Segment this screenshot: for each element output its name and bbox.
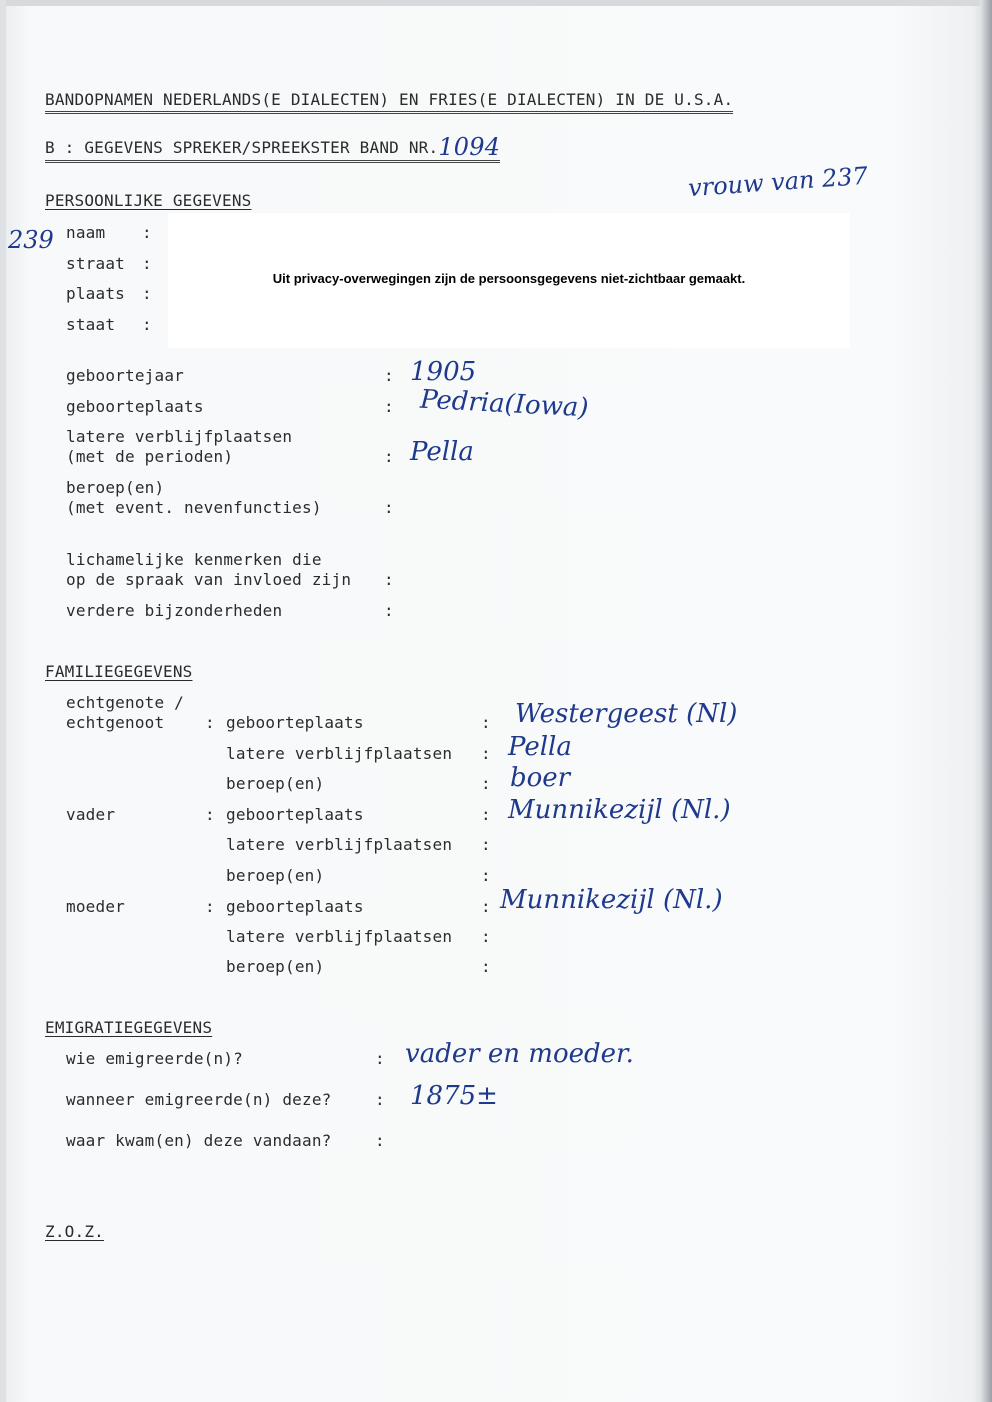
colon: :: [375, 1049, 385, 1068]
who-emigrated-label: wie emigreerde(n)?: [66, 1049, 243, 1068]
field-plaats: plaats: [66, 284, 125, 303]
colon: :: [142, 254, 152, 273]
colon: :: [384, 601, 394, 620]
father-residences-label: latere verblijfplaatsen: [226, 835, 453, 854]
mother-birthplace-value: Munnikezijl (Nl.): [500, 885, 723, 915]
spouse-residences-label: latere verblijfplaatsen: [226, 744, 453, 763]
who-emigrated-value: vader en moeder.: [405, 1039, 634, 1069]
mother-residences-label: latere verblijfplaatsen: [226, 927, 453, 946]
spouse-label-1: echtgenote /: [66, 693, 184, 712]
father-profession-label: beroep(en): [226, 866, 325, 885]
birthplace-label: geboorteplaats: [66, 397, 204, 416]
father-birthplace-label: geboorteplaats: [226, 805, 364, 824]
later-residences-value: Pella: [410, 437, 474, 467]
margin-number: 239: [8, 226, 54, 254]
mother-birthplace-label: geboorteplaats: [226, 897, 364, 916]
colon: :: [375, 1090, 385, 1109]
spouse-residences-value: Pella: [508, 732, 572, 762]
page-edge-right: [980, 0, 992, 1402]
colon: :: [481, 957, 491, 976]
privacy-notice: Uit privacy-overwegingen zijn de persoonsgegevens niet-zichtbaar gemaakt.: [272, 271, 746, 286]
when-emigrated-label: wanneer emigreerde(n) deze?: [66, 1090, 332, 1109]
colon: :: [384, 447, 394, 466]
birth-year-label: geboortejaar: [66, 366, 184, 385]
colon: :: [481, 805, 491, 824]
later-residences-label-1: latere verblijfplaatsen: [66, 427, 293, 446]
later-residences-label-2: (met de perioden): [66, 447, 234, 466]
document-title: BANDOPNAMEN NEDERLANDS(E DIALECTEN) EN FRIES(E DIALECTEN) IN DE U.S.A.: [45, 90, 733, 114]
colon: :: [481, 897, 491, 916]
spouse-profession-label: beroep(en): [226, 774, 325, 793]
profession-label-2: (met event. nevenfuncties): [66, 498, 322, 517]
family-heading: FAMILIEGEGEVENS: [45, 662, 193, 681]
band-number: 1094: [438, 133, 501, 161]
mother-profession-label: beroep(en): [226, 957, 325, 976]
where-from-label: waar kwam(en) deze vandaan?: [66, 1131, 332, 1150]
father-label: vader: [66, 805, 116, 824]
spouse-label-2: echtgenoot: [66, 713, 165, 732]
colon: :: [205, 805, 215, 824]
spouse-birthplace-label: geboorteplaats: [226, 713, 364, 732]
subtitle-text: B : GEGEVENS SPREKER/SPREEKSTER BAND NR.: [45, 138, 439, 157]
physical-label-2: op de spraak van invloed zijn: [66, 570, 352, 589]
colon: :: [142, 223, 152, 242]
colon: :: [384, 570, 394, 589]
field-straat: straat: [66, 254, 125, 273]
colon: :: [375, 1131, 385, 1150]
colon: :: [384, 397, 394, 416]
details-label: verdere bijzonderheden: [66, 601, 283, 620]
colon: :: [384, 366, 394, 385]
colon: :: [384, 498, 394, 517]
spouse-birthplace-value: Westergeest (Nl): [515, 699, 738, 729]
page-edge-left: [0, 0, 6, 1402]
physical-label-1: lichamelijke kenmerken die: [66, 550, 322, 569]
emigration-heading: EMIGRATIEGEGEVENS: [45, 1018, 213, 1037]
field-staat: staat: [66, 315, 116, 334]
field-naam: naam: [66, 223, 106, 242]
colon: :: [481, 835, 491, 854]
document-subtitle: [45, 131, 500, 163]
colon: :: [481, 774, 491, 793]
colon: :: [481, 927, 491, 946]
zoz-footer: Z.O.Z.: [45, 1222, 104, 1241]
birth-year-value: 1905: [410, 357, 477, 387]
colon: :: [481, 866, 491, 885]
colon: :: [205, 897, 215, 916]
spouse-profession-value: boer: [510, 763, 571, 793]
colon: :: [481, 744, 491, 763]
margin-note-wife: vrouw van 237: [687, 161, 869, 203]
father-birthplace-value: Munnikezijl (Nl.): [508, 795, 731, 825]
birthplace-value: Pedria(Iowa): [419, 384, 590, 424]
personal-heading: PERSOONLIJKE GEGEVENS: [45, 191, 252, 210]
mother-label: moeder: [66, 897, 125, 916]
colon: :: [142, 315, 152, 334]
page-edge-top: [0, 0, 992, 6]
colon: :: [205, 713, 215, 732]
colon: :: [481, 713, 491, 732]
when-emigrated-value: 1875±: [410, 1081, 498, 1111]
profession-label-1: beroep(en): [66, 478, 165, 497]
privacy-redaction-box: [168, 213, 850, 348]
colon: :: [142, 284, 152, 303]
